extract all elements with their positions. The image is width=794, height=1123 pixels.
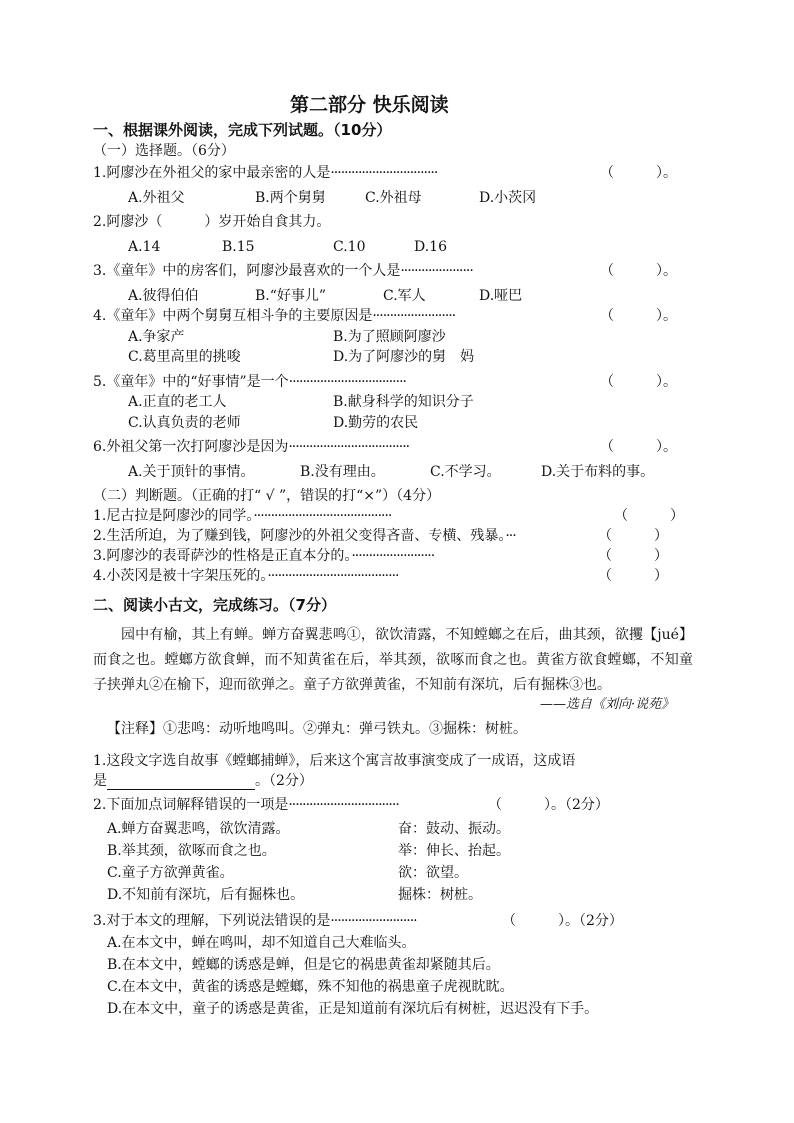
answer-blank-1[interactable]: （ ）。 <box>600 165 677 181</box>
answer-blank-p2-2[interactable]: （ ）。（2分） <box>488 797 609 813</box>
question-p2-3: 3.对于本文的理解，下列说法错误的是························· <box>93 913 417 929</box>
page-title: 第二部分 快乐阅读 <box>290 94 449 116</box>
answer-blank-p2-3[interactable]: （ ）。（2分） <box>502 913 623 929</box>
option: B.两个舅舅 <box>255 190 326 206</box>
option: A.外祖父 <box>128 190 185 206</box>
question-p2-1-answer: 是 。（2分） <box>93 773 313 789</box>
option: C.10 <box>333 239 366 255</box>
option-gloss: 欲：欲望。 <box>398 865 468 881</box>
answer-blank-4[interactable]: （ ）。 <box>600 308 677 324</box>
option: D.为了阿廖沙的舅 妈 <box>333 349 475 365</box>
option: C.军人 <box>383 288 426 304</box>
judge-item: 2.生活所迫，为了赚到钱，阿廖沙的外祖父变得吝啬、专横、残暴。··· <box>93 528 516 544</box>
option-gloss: 举：伸长、抬起。 <box>398 843 510 859</box>
answer-blank-6[interactable]: （ ）。 <box>600 439 677 455</box>
question-6: 6.外祖父第一次打阿廖沙是因为··································· <box>93 439 410 455</box>
option: A.在本文中，蝉在鸣叫，却不知道自己大难临头。 <box>107 935 416 951</box>
option: A.关于顶针的事情。 <box>128 464 255 480</box>
option: A.蝉方奋翼悲鸣，欲饮清露。 <box>107 821 290 837</box>
option: C.不学习。 <box>430 464 501 480</box>
question-p2-2: 2.下面加点词解释错误的一项是································ <box>93 797 399 813</box>
option: D.哑巴 <box>479 288 523 304</box>
option: B.为了照顾阿廖沙 <box>333 329 446 345</box>
answer-blank-5[interactable]: （ ）。 <box>600 374 677 390</box>
option: D.在本文中，童子的诱惑是黄雀，正是知道前有深坑后有树桩，迟迟没有下手。 <box>107 1001 599 1017</box>
option: B.“好事儿” <box>255 288 327 304</box>
idiom-blank[interactable] <box>107 775 255 790</box>
question-1: 1.阿廖沙在外祖父的家中最亲密的人是······························· <box>93 165 438 181</box>
option: D.关于布料的事。 <box>541 464 655 480</box>
option: D.小茨冈 <box>479 190 537 206</box>
subsection-choice: （一）选择题。（6分） <box>93 143 235 159</box>
section-heading-1: 一、根据课外阅读，完成下列试题。（10分） <box>93 121 392 139</box>
annotation-note: 【注释】①悲鸣：动听地鸣叫。②弹丸：弹弓铁丸。③掘株：树桩。 <box>107 721 527 737</box>
judge-blank[interactable]: （ ） <box>614 508 684 524</box>
option: D.勤劳的农民 <box>333 415 419 431</box>
judge-blank[interactable]: （ ） <box>598 568 668 584</box>
option: C.葛里高里的挑唆 <box>128 349 241 365</box>
option: B.举其颈，欲啄而食之也。 <box>107 843 276 859</box>
option: B.在本文中，螳螂的诱惑是蝉，但是它的祸患黄雀却紧随其后。 <box>107 957 500 973</box>
option: A.14 <box>128 239 161 255</box>
answer-blank-3[interactable]: （ ）。 <box>600 263 677 279</box>
option: C.外祖母 <box>365 190 422 206</box>
section-heading-2: 二、阅读小古文，完成练习。（7分） <box>93 596 336 614</box>
option: C.童子方欲弹黄雀。 <box>107 865 234 881</box>
judge-item: 1.尼古拉是阿廖沙的同学。········································ <box>93 508 392 524</box>
option: D.16 <box>414 239 447 255</box>
option: B.15 <box>222 239 255 255</box>
option: B.没有理由。 <box>300 464 385 480</box>
option: C.认真负责的老师 <box>128 415 241 431</box>
question-3: 3.《童年》中的房客们，阿廖沙最喜欢的一个人是····················· <box>93 263 473 279</box>
judge-blank[interactable]: （ ） <box>598 528 668 544</box>
option: A.正直的老工人 <box>128 394 227 410</box>
option-gloss: 奋：鼓动、振动。 <box>398 821 510 837</box>
question-4: 4.《童年》中两个舅舅互相斗争的主要原因是························ <box>93 308 456 324</box>
judge-item: 3.阿廖沙的表哥萨沙的性格是正直本分的。························ <box>93 548 435 564</box>
option: C.在本文中，黄雀的诱惑是螳螂，殊不知他的祸患童子虎视眈眈。 <box>107 979 514 995</box>
option: A.争家产 <box>128 329 185 345</box>
passage-source: ——选自《刘向·说苑》 <box>540 697 675 712</box>
question-2: 2.阿廖沙（ ）岁开始自食其力。 <box>93 214 331 230</box>
option: A.彼得伯伯 <box>128 288 199 304</box>
classical-passage: 园中有榆，其上有蝉。蝉方奋翼悲鸣①，欲饮清露，不知螳螂之在后，曲其颈，欲攫【jué】而食之也。螳螂方欲食蝉，而不知黄雀在后，举其颈，欲啄而食之也。黄雀方欲食螳螂，不知童子挟弹丸②在榆下，迎而欲弹之。童子方欲弹黄雀，不知前有深坑，后有掘株③也。 <box>93 627 693 693</box>
subsection-judge: （二）判断题。（正确的打“ √ ”，错误的打“×”）（4分） <box>93 488 441 504</box>
judge-item: 4.小茨冈是被十字架压死的。······································ <box>93 568 399 584</box>
question-5: 5.《童年》中的“好事情”是一个·································· <box>93 374 406 390</box>
judge-blank[interactable]: （ ） <box>598 548 668 564</box>
option: D.不知前有深坑，后有掘株也。 <box>107 887 305 903</box>
option: B.献身科学的知识分子 <box>333 394 474 410</box>
option-gloss: 掘株：树桩。 <box>398 887 482 903</box>
question-p2-1: 1.这段文字选自故事《螳螂捕蝉》，后来这个寓言故事演变成了一成语，这成语 <box>93 753 576 769</box>
